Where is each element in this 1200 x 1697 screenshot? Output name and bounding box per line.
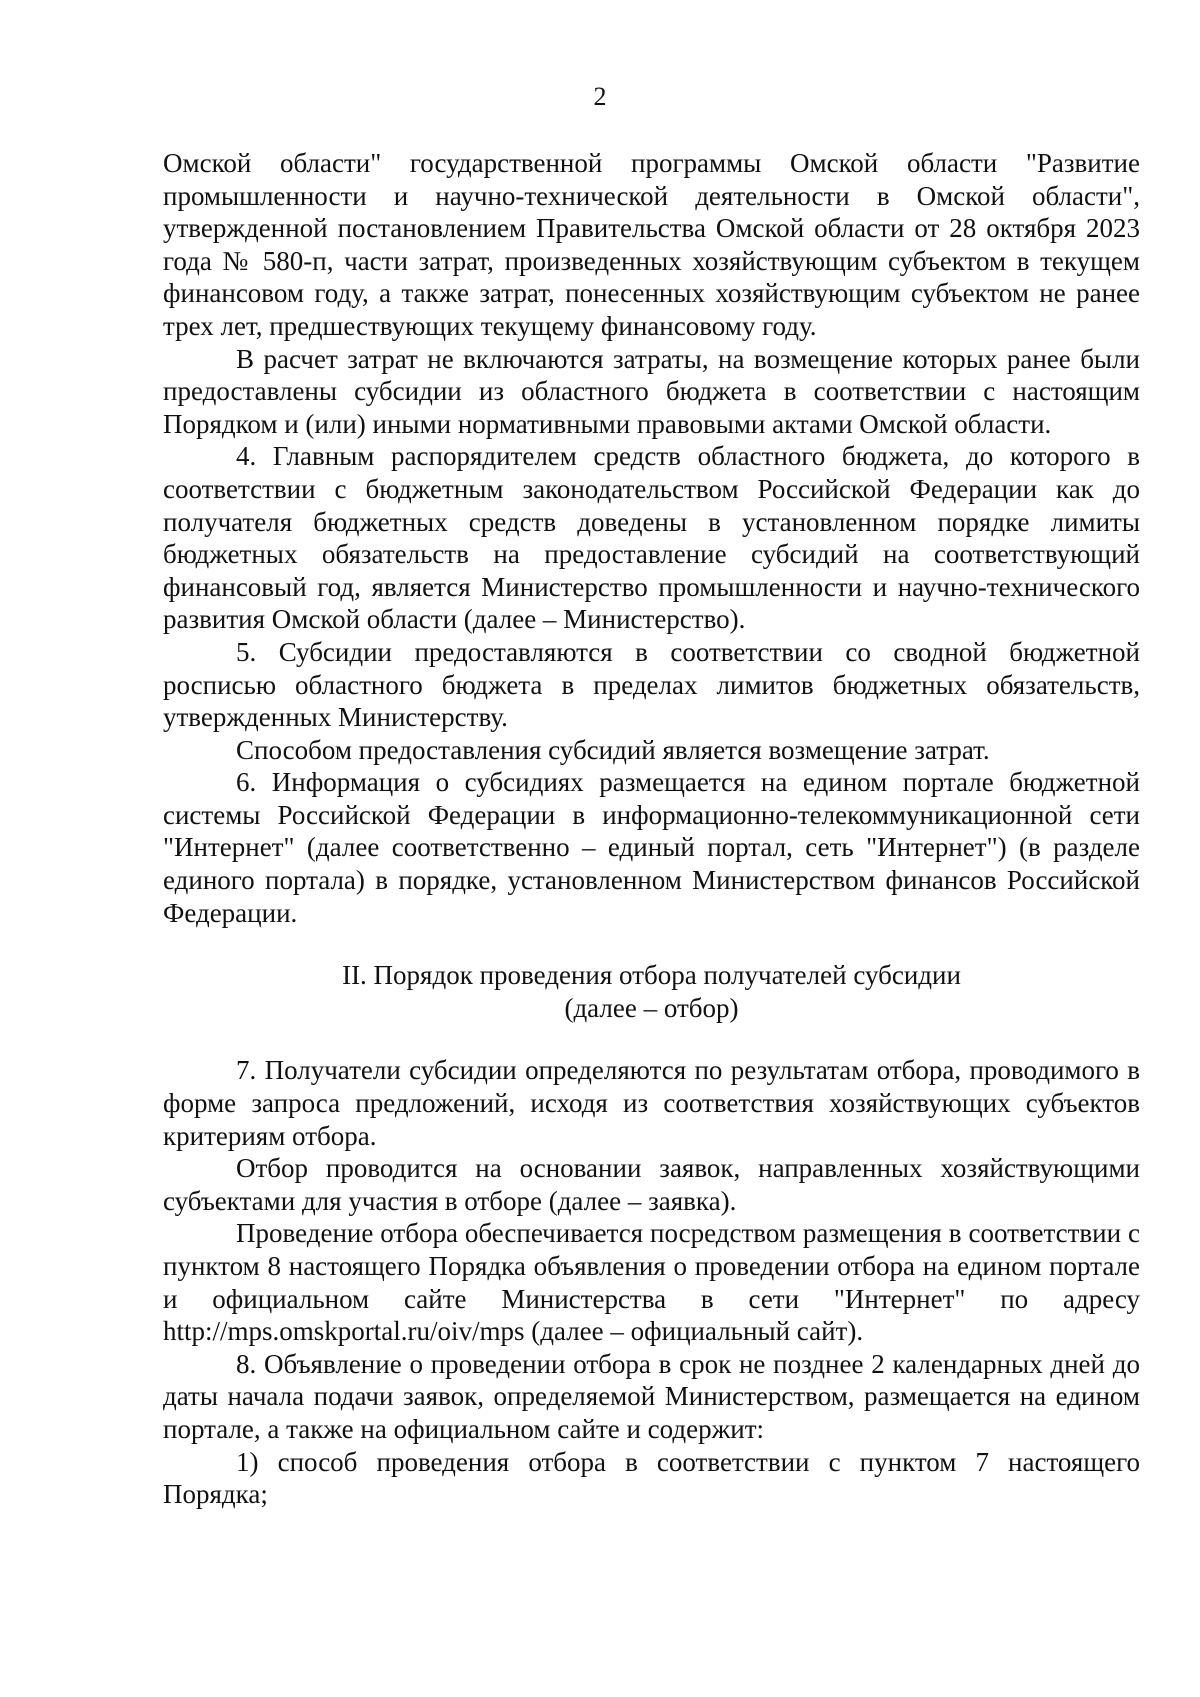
paragraph: 8. Объявление о проведении отбора в срок не позднее 2 календарных дней до даты начала подачи заявок, определяемой Министерством, размещается на едином портале, а также на официальном сайте и содержит:	[163, 1348, 1140, 1444]
paragraphs-part2	[163, 1054, 1140, 1510]
document-body	[163, 147, 1140, 1511]
paragraphs-part1	[163, 147, 1140, 929]
paragraph: Проведение отбора обеспечивается посредством размещения в соответствии с пунктом 8 настоящего Порядка объявления о проведении отбора на едином портале и официальном сайте Министерства в сети "Интернет" по адресу http://mps.omskportal.ru/oiv/mps (далее – официальный сайт).	[163, 1218, 1140, 1347]
paragraph: Отбор проводится на основании заявок, направленных хозяйствующими субъектами для участия в отборе (далее – заявка).	[163, 1153, 1140, 1216]
section-heading-line2: (далее – отбор)	[564, 992, 739, 1023]
paragraph: В расчет затрат не включаются затраты, на возмещение которых ранее были предоставлены субсидии из областного бюджета в соответствии с настоящим Порядком и (или) иными нормативными правовыми актами Омской области.	[163, 343, 1140, 439]
page-number: 2	[593, 82, 607, 111]
section-heading-line1: II. Порядок проведения отбора получателей субсидии	[342, 960, 961, 991]
section-heading	[163, 959, 1140, 1024]
paragraph: 7. Получатели субсидии определяются по результатам отбора, проводимого в форме запроса предложений, исходя из соответствия хозяйствующих субъектов критериям отбора.	[163, 1055, 1140, 1151]
paragraph: 4. Главным распорядителем средств областного бюджета, до которого в соответствии с бюджетным законодательством Российской Федерации как до получателя бюджетных средств доведены в установленном порядке лимиты бюджетных обязательств на предоставление субсидий на соответствующий финансовый год, является Министерство промышленности и научно-технического развития Омской области (далее – Министерство).	[163, 441, 1140, 635]
paragraph: Омской области" государственной программы Омской области "Развитие промышленности и научно-технической деятельности в Омской области", утвержденной постановлением Правительства Омской области от 28 октября 2023 года № 580-п, части затрат, произведенных хозяйствующим субъектом в текущем финансовом году, а также затрат, понесенных хозяйствующим субъектом не ранее трех лет, предшествующих текущему финансовому году.	[163, 148, 1140, 341]
paragraph: 5. Субсидии предоставляются в соответствии со сводной бюджетной росписью областного бюджета в пределах лимитов бюджетных обязательств, утвержденных Министерству.	[163, 636, 1140, 733]
paragraph: 1) способ проведения отбора в соответствии с пунктом 7 настоящего Порядка;	[163, 1446, 1140, 1510]
paragraph: 6. Информация о субсидиях размещается на едином портале бюджетной системы Российской Федерации в информационно-телекоммуникационной сети "Интернет" (далее соответственно – единый портал, сеть "Интернет") (в разделе единого портала) в порядке, установленном Министерством финансов Российской Федерации.	[163, 767, 1140, 928]
paragraph: Способом предоставления субсидий является возмещение затрат.	[236, 734, 990, 765]
